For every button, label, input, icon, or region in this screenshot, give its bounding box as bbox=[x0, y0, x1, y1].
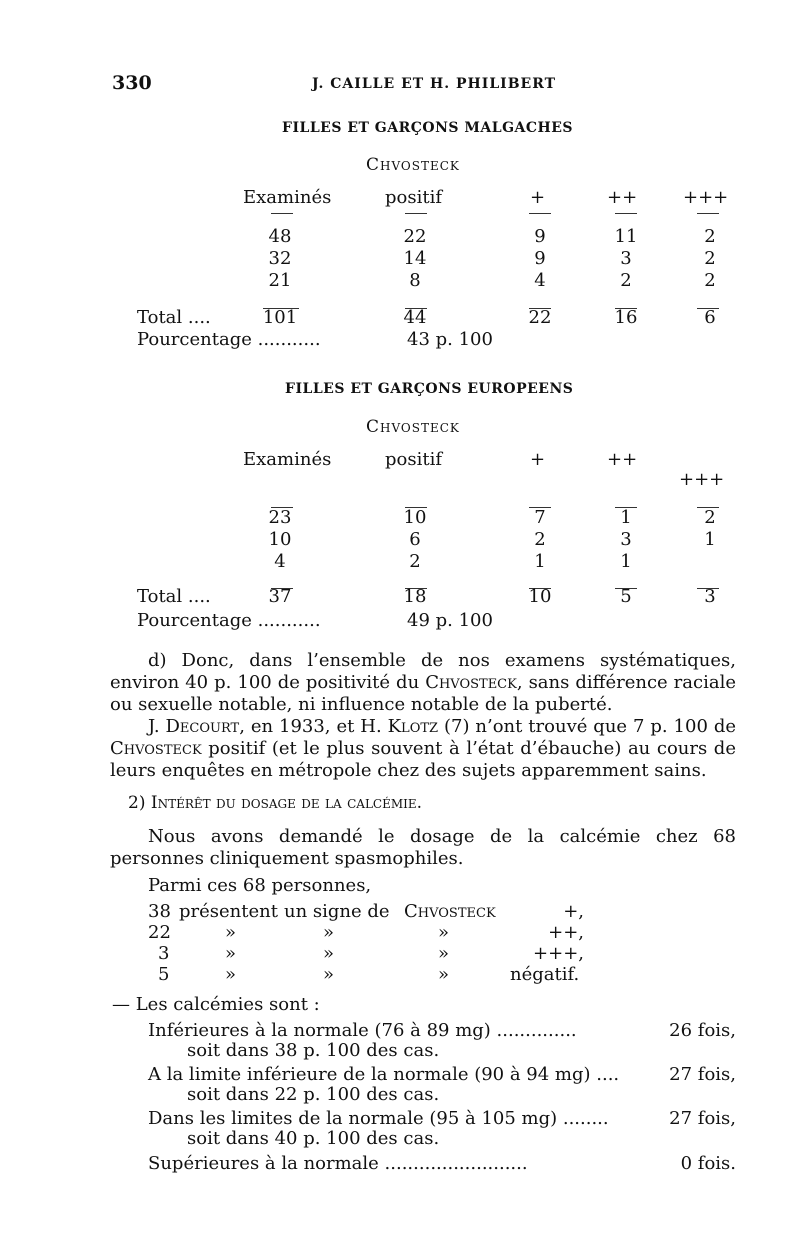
sign-row-c: » bbox=[438, 922, 450, 943]
decourt-j: J. bbox=[148, 716, 166, 737]
table2-col-examines: Examinés bbox=[243, 449, 332, 470]
chvosteck-name: Chvosteck bbox=[110, 738, 202, 759]
table1-cell: 21 bbox=[268, 270, 292, 291]
calc-count: 27 fois, bbox=[669, 1064, 736, 1085]
table1-col-positif: positif bbox=[385, 187, 443, 208]
sign-row-c: » bbox=[438, 964, 450, 985]
table2-cell: 4 bbox=[274, 551, 286, 572]
chvosteck-name: Chvosteck bbox=[425, 672, 517, 693]
table2-cell: 10 bbox=[403, 507, 427, 528]
sign-row-sign: +++, bbox=[533, 943, 584, 964]
table2-cell: 1 bbox=[534, 551, 546, 572]
table1-cell: 4 bbox=[534, 270, 546, 291]
calc-count: 26 fois, bbox=[669, 1020, 736, 1041]
table1-cell: 9 bbox=[534, 226, 546, 247]
table1-cell: 9 bbox=[534, 248, 546, 269]
table2-total: 5 bbox=[620, 586, 632, 607]
table2-title: FILLES ET GARÇONS EUROPEENS bbox=[285, 381, 574, 397]
sign-row-b: » bbox=[323, 943, 335, 964]
sign-row-b: un signe de bbox=[284, 901, 390, 922]
table1-cell: 22 bbox=[403, 226, 427, 247]
table1-cell: 48 bbox=[268, 226, 292, 247]
sign-row-n: 5 bbox=[158, 964, 170, 985]
paragraph-d-text-1: d) Donc, dans l’ensemble de nos examens systématiques, environ 40 p. 100 de positivité du bbox=[110, 650, 736, 693]
author-decourt: Decourt bbox=[165, 716, 240, 737]
sign-row-n: 38 bbox=[148, 901, 171, 922]
table2-col-positif: positif bbox=[385, 449, 443, 470]
table1-rule bbox=[697, 203, 719, 222]
calc-count: 27 fois, bbox=[669, 1108, 736, 1129]
table1-cell: 8 bbox=[409, 270, 421, 291]
sign-row-sign: négatif. bbox=[510, 964, 580, 985]
table2-cell: 2 bbox=[534, 529, 546, 550]
sign-row-a: présentent bbox=[179, 901, 278, 922]
table1-cell: 14 bbox=[403, 248, 427, 269]
table2-cell: 23 bbox=[268, 507, 292, 528]
paragraph-nous: Nous avons demandé le dosage de la calcémie chez 68 personnes cliniquement spasmophiles. bbox=[110, 826, 736, 869]
calc-line1: Dans les limites de la normale (95 à 105 mg) ........ bbox=[148, 1108, 609, 1129]
calc-line1: A la limite inférieure de la normale (90 à 94 mg) .... bbox=[148, 1064, 620, 1085]
table1-col-p1: + bbox=[530, 187, 546, 208]
sign-row-c: » bbox=[438, 943, 450, 964]
calc-count: 0 fois. bbox=[680, 1153, 736, 1174]
table2-cell: 6 bbox=[409, 529, 421, 550]
page-number: 330 bbox=[112, 72, 152, 94]
table1-total: 44 bbox=[403, 307, 427, 328]
table1-cell: 2 bbox=[620, 270, 632, 291]
table1-total: 16 bbox=[614, 307, 638, 328]
sign-row-a: » bbox=[225, 964, 237, 985]
table1-total: 6 bbox=[704, 307, 716, 328]
table2-pct-label: Pourcentage ........... bbox=[137, 610, 321, 631]
table2-cell: 2 bbox=[704, 507, 716, 528]
calc-line1: Inférieures à la normale (76 à 89 mg) .............. bbox=[148, 1020, 577, 1041]
table1-rule bbox=[615, 203, 637, 222]
table1-cell: 2 bbox=[704, 270, 716, 291]
paragraph-d bbox=[110, 650, 736, 716]
sign-row-sign: +, bbox=[563, 901, 584, 922]
table2-cell: 1 bbox=[704, 529, 716, 550]
table1-cell: 11 bbox=[614, 226, 638, 247]
section-2-title: Intérêt du dosage de la calcémie. bbox=[150, 793, 423, 813]
sign-row-a: » bbox=[225, 922, 237, 943]
table2-total: 18 bbox=[403, 586, 427, 607]
paragraph-decourt bbox=[110, 716, 736, 782]
table1-cell: 3 bbox=[620, 248, 632, 269]
table1-cell: 2 bbox=[704, 226, 716, 247]
table1-pct-label: Pourcentage ........... bbox=[137, 329, 321, 350]
table1-col-examines: Examinés bbox=[243, 187, 332, 208]
section-2-heading bbox=[128, 793, 422, 813]
running-head-authors: J. CAILLE ET H. PHILIBERT bbox=[312, 76, 557, 92]
table2-total: 3 bbox=[704, 586, 716, 607]
sign-row-b: » bbox=[323, 922, 335, 943]
sign-row-b: » bbox=[323, 964, 335, 985]
table2-col-p2: ++ bbox=[607, 449, 638, 470]
parmi-line: Parmi ces 68 personnes, bbox=[148, 875, 372, 896]
calc-line2: soit dans 40 p. 100 des cas. bbox=[187, 1128, 440, 1149]
calc-line2: soit dans 38 p. 100 des cas. bbox=[187, 1040, 440, 1061]
table2-total: 37 bbox=[268, 586, 292, 607]
table1-pct-value: 43 p. 100 bbox=[407, 329, 493, 350]
calc-line2: soit dans 22 p. 100 des cas. bbox=[187, 1084, 440, 1105]
decourt-t2: (7) n’ont trouvé que 7 p. 100 de bbox=[438, 716, 736, 737]
table1-group-label: Chvosteck bbox=[366, 155, 460, 175]
calcemies-intro: — Les calcémies sont : bbox=[112, 994, 320, 1015]
table2-pct-value: 49 p. 100 bbox=[407, 610, 493, 631]
table2-cell: 1 bbox=[620, 551, 632, 572]
table1-col-p3: +++ bbox=[683, 187, 729, 208]
table2-col-p3: +++ bbox=[679, 469, 725, 490]
sign-row-n: 3 bbox=[158, 943, 170, 964]
decourt-t1: , en 1933, et H. bbox=[239, 716, 388, 737]
sign-row-a: » bbox=[225, 943, 237, 964]
decourt-t3: positif (et le plus souvent à l’état d’ébauche) au cours de leurs enquêtes en métropole chez des sujets apparemment sains. bbox=[110, 738, 736, 781]
section-2-number: 2) bbox=[128, 793, 151, 813]
table1-rule bbox=[271, 203, 293, 222]
table2-cell: 10 bbox=[268, 529, 292, 550]
table1-col-p2: ++ bbox=[607, 187, 638, 208]
table1-rule bbox=[529, 203, 551, 222]
author-klotz: Klotz bbox=[387, 716, 439, 737]
table2-total-label: Total .... bbox=[137, 586, 211, 607]
table1-rule bbox=[405, 203, 427, 222]
table2-group-label: Chvosteck bbox=[366, 417, 460, 437]
table1-cell: 32 bbox=[268, 248, 292, 269]
table2-cell: 1 bbox=[620, 507, 632, 528]
sign-row-c: Chvosteck bbox=[404, 901, 496, 922]
table2-cell: 3 bbox=[620, 529, 632, 550]
sign-row-sign: ++, bbox=[548, 922, 584, 943]
table2-cell: 2 bbox=[409, 551, 421, 572]
paragraph-d-text-2: , sans différence raciale ou sexuelle notable, ni influence notable de la puberté. bbox=[110, 672, 736, 715]
table1-total: 22 bbox=[528, 307, 552, 328]
sign-row-n: 22 bbox=[148, 922, 171, 943]
table2-col-p1: + bbox=[530, 449, 546, 470]
table2-cell: 7 bbox=[534, 507, 546, 528]
table1-total-label: Total .... bbox=[137, 307, 211, 328]
table1-total: 101 bbox=[262, 307, 298, 328]
table1-title: FILLES ET GARÇONS MALGACHES bbox=[282, 120, 574, 136]
table2-total: 10 bbox=[528, 586, 552, 607]
calc-line1: Supérieures à la normale ......................... bbox=[148, 1153, 528, 1174]
table1-cell: 2 bbox=[704, 248, 716, 269]
